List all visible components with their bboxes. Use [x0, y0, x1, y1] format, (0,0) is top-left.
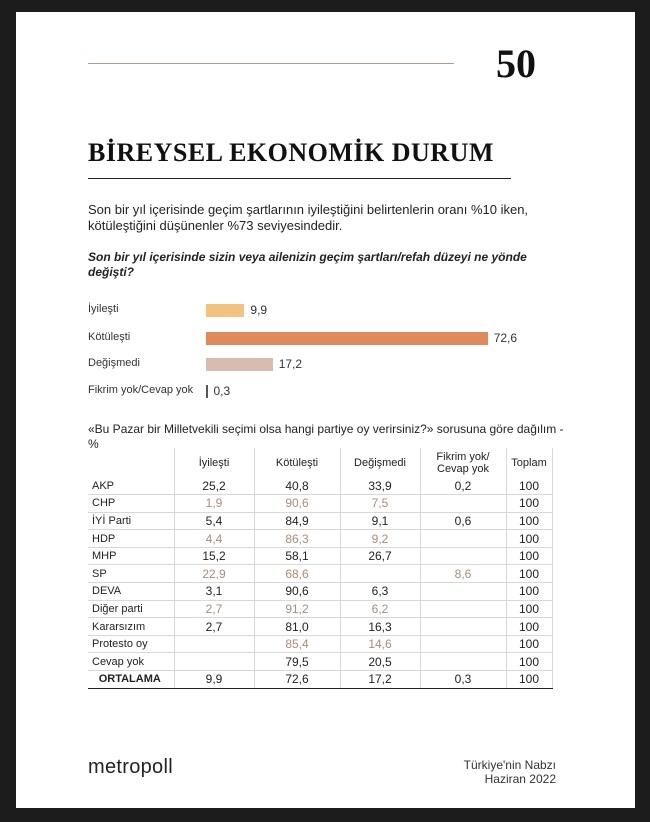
bar-label: Fikrim yok/Cevap yok [88, 384, 194, 396]
table-cell: 84,9 [254, 512, 340, 530]
table-cell: 9,2 [340, 530, 420, 548]
table-cell: 5,4 [174, 512, 254, 530]
table-average-row [88, 671, 552, 689]
party-breakdown-table [88, 448, 553, 689]
table-cell: 100 [506, 635, 552, 653]
table-row-label: DEVA [88, 583, 174, 601]
table-cell: 100 [506, 600, 552, 618]
table-cell: 100 [506, 565, 552, 583]
table-cell: 3,1 [174, 583, 254, 601]
table-row [88, 477, 552, 495]
table-cell: 90,6 [254, 583, 340, 601]
page-number: 50 [496, 41, 536, 86]
table-header-cell: Fikrim yok/ Cevap yok [420, 448, 506, 477]
brand-logo-text: metropoll [88, 756, 173, 778]
bar-label: Kötüleşti [88, 331, 131, 343]
table-row [88, 653, 552, 671]
table-row [88, 565, 552, 583]
table-cell: 16,3 [340, 618, 420, 636]
table-cell: 14,6 [340, 635, 420, 653]
table-cell: 100 [506, 477, 552, 495]
table-row [88, 530, 552, 548]
table-cell [420, 635, 506, 653]
table-cell: 4,4 [174, 530, 254, 548]
table-cell: 100 [506, 653, 552, 671]
table-row-label: Kararsızım [88, 618, 174, 636]
table-cell: 0,3 [420, 671, 506, 689]
bar-row-iyilesti [88, 302, 588, 318]
table-cell [174, 635, 254, 653]
bar-value-label: 0,3 [213, 384, 231, 398]
bar [206, 332, 488, 345]
table-row-label: ORTALAMA [88, 671, 174, 689]
table-cell: 9,9 [174, 671, 254, 689]
table-cell [420, 618, 506, 636]
table-row [88, 618, 552, 636]
table-row-label: İYİ Parti [88, 512, 174, 530]
table-cell: 7,5 [340, 495, 420, 513]
bar [206, 304, 244, 317]
bar-value-label: 9,9 [250, 303, 268, 317]
table-cell: 85,4 [254, 635, 340, 653]
table-cell [420, 583, 506, 601]
table-cell: 33,9 [340, 477, 420, 495]
table-row [88, 600, 552, 618]
table-cell: 100 [506, 495, 552, 513]
table-header-cell: Değişmedi [340, 448, 420, 477]
table-cell: 81,0 [254, 618, 340, 636]
table-row-label: Diğer parti [88, 600, 174, 618]
footer-line-1: Türkiye'nin Nabzı [463, 758, 556, 772]
table-header-cell: Kötüleşti [254, 448, 340, 477]
table-cell: 100 [506, 618, 552, 636]
table-cell [420, 600, 506, 618]
table-cell: 79,5 [254, 653, 340, 671]
title-underline [88, 178, 511, 179]
table-cell: 72,6 [254, 671, 340, 689]
table-cell: 68,6 [254, 565, 340, 583]
table-cell: 20,5 [340, 653, 420, 671]
table-cell: 15,2 [174, 547, 254, 565]
table-row [88, 583, 552, 601]
bar [206, 358, 273, 371]
table-header-cell [88, 448, 174, 477]
bar-row-degismedi [88, 356, 588, 372]
table-cell: 22,9 [174, 565, 254, 583]
footer-publication [464, 758, 556, 786]
table-row [88, 635, 552, 653]
table-row-label: Protesto oy [88, 635, 174, 653]
table-cell: 1,9 [174, 495, 254, 513]
table-header-row [88, 448, 552, 477]
bar-label: İyileşti [88, 303, 119, 315]
table-row [88, 512, 552, 530]
table-caption: «Bu Pazar bir Milletvekili seçimi olsa hangi partiye oy verirsiniz?» sorusuna göre dağılım - % [88, 422, 564, 451]
section-title: BİREYSEL EKONOMİK DURUM [88, 138, 494, 167]
table-cell: 2,7 [174, 600, 254, 618]
summary-text: Son bir yıl içerisinde geçim şartlarının iyileştiğini belirtenlerin oranı %10 iken, kötüleştiğini düşünenler %73 seviyesindedir. [88, 202, 529, 233]
bar-row-fikrim-yok [88, 383, 588, 399]
table-cell: 100 [506, 671, 552, 689]
footer-line-2: Haziran 2022 [484, 772, 556, 786]
table-cell: 9,1 [340, 512, 420, 530]
bar [206, 385, 208, 398]
table-cell: 86,3 [254, 530, 340, 548]
table-row-label: MHP [88, 547, 174, 565]
table-cell: 6,2 [340, 600, 420, 618]
table-cell: 91,2 [254, 600, 340, 618]
bar-row-kotulesti [88, 330, 588, 346]
table-header-cell: İyileşti [174, 448, 254, 477]
table-cell: 100 [506, 512, 552, 530]
table-row-label: Cevap yok [88, 653, 174, 671]
table-row [88, 547, 552, 565]
table-cell [420, 495, 506, 513]
table-cell [420, 530, 506, 548]
table-cell: 8,6 [420, 565, 506, 583]
survey-question: Son bir yıl içerisinde sizin veya ailenizin geçim şartları/refah düzeyi ne yönde değişti? [88, 250, 527, 279]
table-cell: 0,2 [420, 477, 506, 495]
table-cell: 17,2 [340, 671, 420, 689]
table-cell: 100 [506, 583, 552, 601]
table-cell: 90,6 [254, 495, 340, 513]
table-cell: 100 [506, 547, 552, 565]
table-row-label: SP [88, 565, 174, 583]
header-rule [88, 63, 454, 64]
table-cell [174, 653, 254, 671]
report-page [16, 12, 635, 808]
table-cell [420, 547, 506, 565]
table-cell [420, 653, 506, 671]
table-header-cell: Toplam [506, 448, 552, 477]
table-cell: 0,6 [420, 512, 506, 530]
bar-value-label: 17,2 [278, 357, 303, 371]
bar-label: Değişmedi [88, 357, 140, 369]
table-row-label: AKP [88, 477, 174, 495]
bar-value-label: 72,6 [493, 331, 518, 345]
table-cell: 25,2 [174, 477, 254, 495]
table-cell [340, 565, 420, 583]
table-row-label: HDP [88, 530, 174, 548]
table-cell: 26,7 [340, 547, 420, 565]
table-cell: 100 [506, 530, 552, 548]
table-row-label: CHP [88, 495, 174, 513]
table-cell: 58,1 [254, 547, 340, 565]
table-cell: 40,8 [254, 477, 340, 495]
table-row [88, 495, 552, 513]
table-cell: 6,3 [340, 583, 420, 601]
table-cell: 2,7 [174, 618, 254, 636]
